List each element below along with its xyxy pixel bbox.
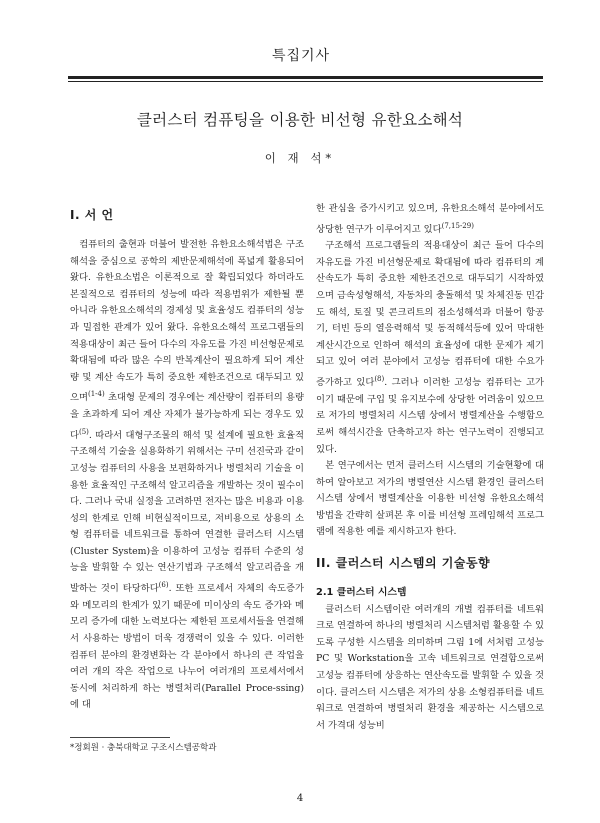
- footnote: *정회원 · 충북대학교 구조시스템공학과: [70, 743, 217, 753]
- citation: (6): [158, 581, 169, 590]
- header-rule-bottom: [68, 81, 543, 82]
- section-badge: 특집기사: [271, 48, 331, 64]
- page-number: 4: [296, 793, 304, 804]
- footnote-rule: [70, 737, 170, 738]
- right-text-a: 한 관심을 증가시키고 있으며, 유한요소해석 분야에서도 상당한 연구가 이루어지고 있다: [316, 203, 544, 235]
- left-column: [70, 201, 304, 714]
- intro-paragraph: [70, 237, 304, 714]
- citation: (1-4): [87, 390, 105, 399]
- citation: (7,15-29): [441, 221, 474, 230]
- author-name: 이 재 석*: [264, 151, 336, 165]
- right-column: [316, 201, 544, 734]
- intro-text-c: . 따라서 대형구조물의 해석 및 설계에 필요한 효율적 구조해석 기술을 실용화하기 위해서는 구미 선진국과 같이 고성능 컴퓨터의 사용을 보편화하거나 병렬처리 기술을 이용한 효율적인 구조해석 알고리즘을 개발하는 것이 필수이다. 그러나 국내 실정을 고려하면 전자는 많은 비용과 이용성의 한계로 인해 비현실적이므로, 저비용으로 상용의 소형 컴퓨터를 네트워크를 통하여 연결한 클러스터 시스템(Cluster System)을 이용하여 고성능 컴퓨터 수준의 성능을 발휘할 수 있는 연산기법과 구조해석 알고리즘을 개발하는 것이 타당하다: [70, 429, 304, 595]
- header-rule-top: [68, 76, 543, 79]
- article-title: 클러스터 컴퓨팅을 이용한 비선형 유한요소해석: [136, 111, 464, 129]
- right-paragraph-4: 클러스터 시스템이란 여러개의 개별 컴퓨터를 네트워크로 연결하여 하나의 병렬처리 시스템처럼 활용할 수 있도록 구성한 시스템을 의미하며 그림 1에 서처럼 고성능 PC 및 Workstation을 고속 네트워크로 연결함으로써 고성능 컴퓨터에 상응하는 연산속도를 발휘할 수 있을 것이다. 클러스터 시스템은 저가의 상용 소형컴퓨터를 네트워크로 연결하여 병렬처리 환경을 제공하는 시스템으로서 가격대 성능비: [316, 603, 544, 731]
- intro-text-d: . 또한 프로세서 자체의 속도증가와 메모리의 한계가 있기 때문에 미이상의 속도 증가와 메모리 증가에 대한 노력보다는 제한된 프로세서들을 연결해서 사용하는 방법이 더욱 경쟁력이 있을 수 있다. 이러한 컴퓨터 분야의 환경변화는 각 분야에서 하나의 큰 작업을 여러 개의 작은 작업으로 나누어 여러개의 프로세서에서 동시에 처리하게 하는 병렬처리(Parallel Proce-ssing)에 대: [70, 583, 304, 711]
- subsection-heading-cluster-system: 2.1 클러스터 시스템: [316, 587, 407, 599]
- citation: (8): [374, 375, 385, 384]
- right-paragraph-2: [316, 238, 544, 458]
- right-paragraph-continued: [316, 201, 544, 238]
- right-text-b: 구조해석 프로그램들의 적용대상이 최근 들어 다수의 자유도를 가진 비선형문제로 확대됨에 따라 컴퓨터의 계산속도가 특히 중요한 제한조건으로 대두되기 시작하였으며 금속성형해석, 자동차의 충돌해석 및 차체진동 민감도 해석, 토질 및 콘크리트의 점소성해석과 더불어 항공기, 터빈 등의 열응력해석 및 동적해석등에 있어 막대한 계산시간으로 인하여 해석의 효율성에 대한 문제가 제기되고 있어 여러 분야에서 고성능 컴퓨터에 대한 수요가 증가하고 있다: [316, 240, 544, 389]
- right-paragraph-3: 본 연구에서는 먼저 클러스터 시스템의 기술현황에 대하여 알아보고 저가의 병렬연산 시스템 환경인 클러스터 시스템 상에서 병렬계산을 이용한 비선형 유한요소해석 방법을 간략히 살펴본 후 이를 비선형 프레임해석 프로그램에 적용한 예를 제시하고자 한다.: [316, 460, 544, 538]
- intro-text-b: 초대형 문제의 경우에는 계산량이 컴퓨터의 용량을 초과하게 되어 계산 자체가 불가능하게 되는 경우도 있다: [70, 392, 304, 441]
- citation: (5): [78, 427, 89, 436]
- section-heading-cluster: II. 클러스터 시스템의 기술동향: [316, 556, 491, 571]
- intro-text-a: 컴퓨터의 출현과 더불어 발전한 유한요소해석법은 구조해석을 중심으로 공학의 제반문제해석에 폭넓게 활용되어 왔다. 유한요소법은 이론적으로 잘 확립되었다 하더라도 본질적으로 컴퓨터의 성능에 따라 적용범위가 제한될 뿐 아니라 유한요소해석의 경제성 및 효율성도 컴퓨터의 성능과 밀접한 관계가 있어 왔다. 유한요소해석 프로그램들의 적용대상이 최근 들어 다수의 자유도를 가진 비선형문제로 확대됨에 따라 많은 수의 반복계산이 필요하게 되어 계산량 및 계산 속도가 특히 중요한 제한조건으로 대두되고 있으며: [70, 239, 304, 404]
- section-heading-introduction: I. 서 언: [70, 208, 114, 222]
- right-text-c: . 그러나 이러한 고성능 컴퓨터는 고가이기 때문에 구입 및 유지보수에 상당한 어려움이 있으므로 저가의 병렬처리 시스템 상에서 병렬계산을 수행함으로써 해석시간을 단축하고자 하는 연구노력이 진행되고 있다.: [316, 377, 544, 455]
